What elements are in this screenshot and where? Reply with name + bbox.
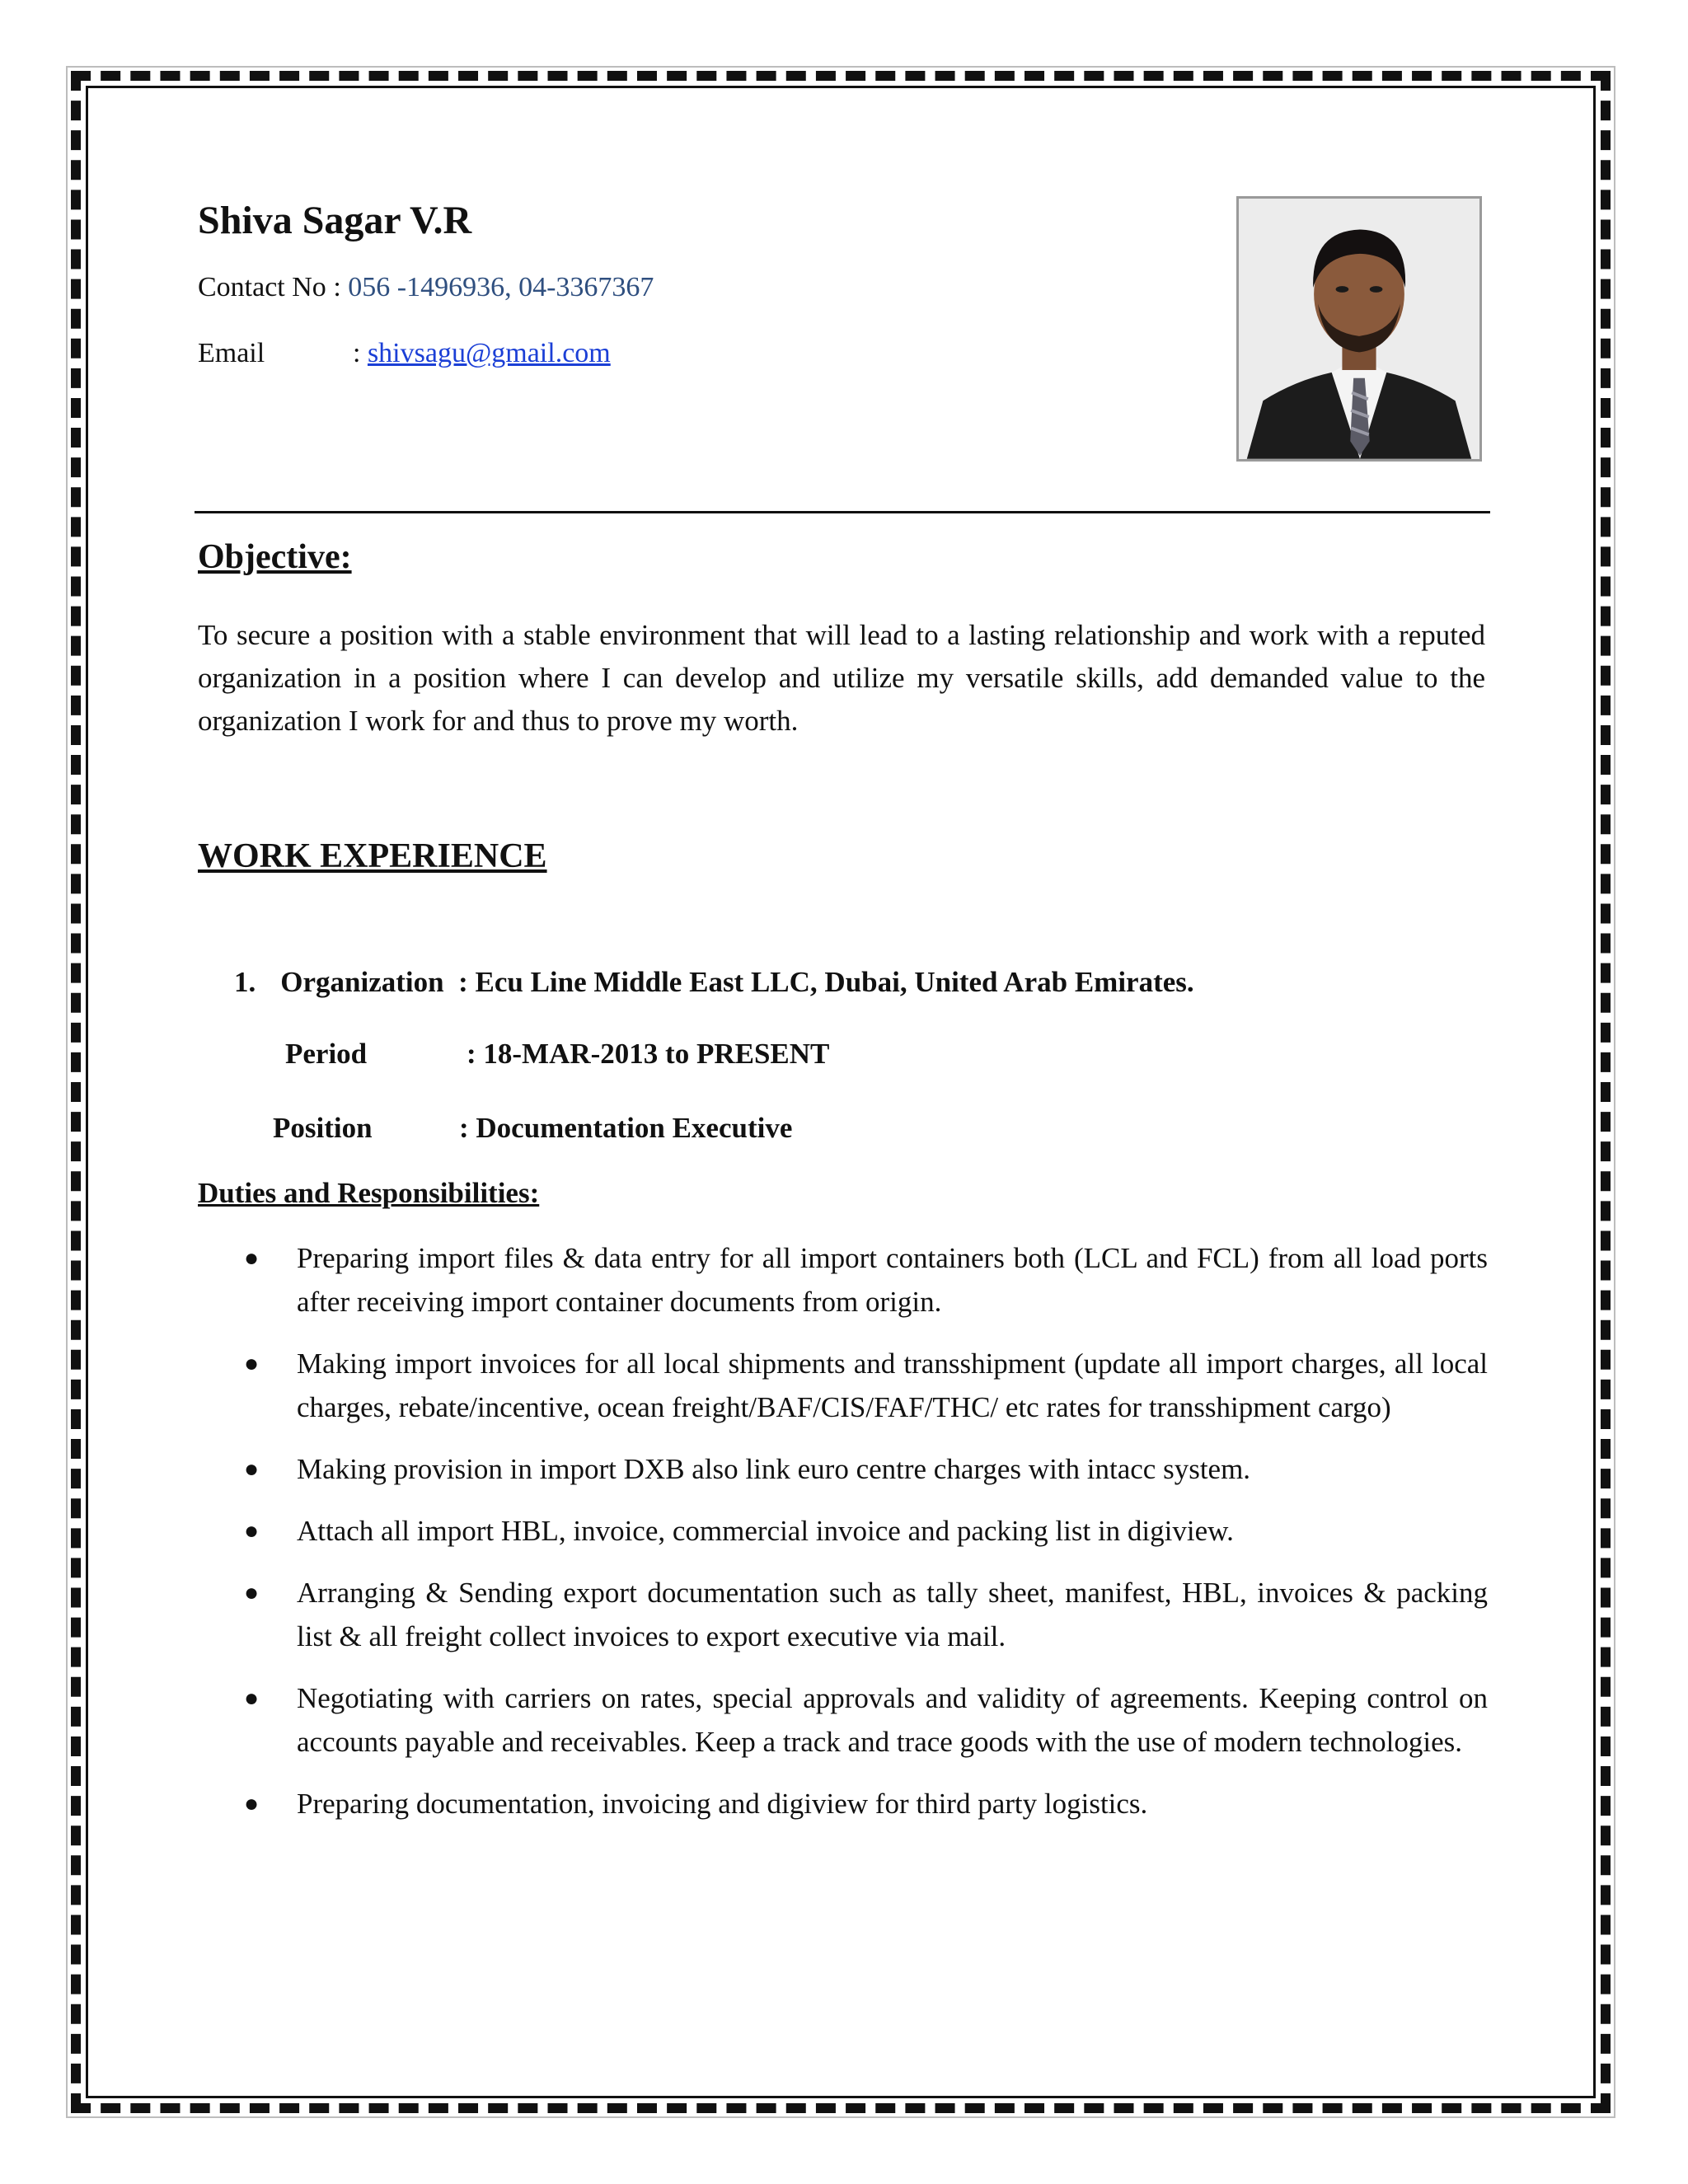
candidate-name: Shiva Sagar V.R [198, 199, 472, 242]
list-item: ● Making provision in import DXB also link euro centre charges with intacc system. [198, 1447, 1488, 1491]
email-label: Email [198, 338, 265, 368]
organization-line: 1. Organization : Ecu Line Middle East LLC, Dubai, United Arab Emirates. [234, 966, 1194, 998]
position-value: Documentation Executive [476, 1112, 793, 1144]
list-item: ● Preparing import files & data entry for all import containers both (LCL and FCL) from all load ports after receiving import container documents from origin. [198, 1236, 1488, 1324]
bullet-icon: ● [244, 1455, 260, 1483]
period-value: 18-MAR-2013 to PRESENT [483, 1038, 830, 1070]
bullet-icon: ● [244, 1579, 260, 1606]
email-link[interactable]: shivsagu@gmail.com [367, 338, 611, 368]
bullet-icon: ● [244, 1350, 260, 1377]
profile-photo [1236, 196, 1482, 462]
contact-separator: : [326, 272, 349, 302]
position-label: Position [273, 1112, 373, 1144]
bullet-icon: ● [244, 1790, 260, 1817]
list-item: ● Making import invoices for all local shipments and transshipment (update all import charges, all local charges, rebate/incentive, ocean freight/BAF/CIS/FAF/THC/ etc rates for transshipment cargo) [198, 1342, 1488, 1429]
organization-label: Organization [280, 966, 444, 998]
list-item: ● Attach all import HBL, invoice, commercial invoice and packing list in digiview. [198, 1509, 1488, 1553]
bullet-icon: ● [244, 1685, 260, 1712]
email-row [198, 338, 611, 369]
organization-value: Ecu Line Middle East LLC, Dubai, United Arab Emirates. [475, 966, 1194, 998]
work-experience-heading: WORK EXPERIENCE [198, 837, 547, 875]
contact-row [198, 272, 654, 303]
contact-label: Contact No [198, 272, 326, 302]
list-item: ● Preparing documentation, invoicing and digiview for third party logistics. [198, 1782, 1488, 1825]
list-item: ● Negotiating with carriers on rates, special approvals and validity of agreements. Keeping control on accounts payable and receivables. Keep a track and trace goods with the use of modern technologies. [198, 1676, 1488, 1764]
email-separator: : [353, 338, 368, 368]
duties-heading: Duties and Responsibilities: [198, 1177, 540, 1209]
objective-text: To secure a position with a stable environment that will lead to a lasting relationship and work with a reputed organization in a position where I can develop and utilize my versatile skills, add demanded value to the organization I work for and thus to prove my worth. [198, 619, 1485, 737]
bullet-icon: ● [244, 1244, 260, 1272]
position-line: Position : Documentation Executive [273, 1112, 793, 1144]
profile-photo-image [1239, 199, 1479, 459]
objective-heading: Objective: [198, 538, 352, 576]
bullet-icon: ● [244, 1517, 260, 1544]
period-line: Period : 18-MAR-2013 to PRESENT [285, 1038, 830, 1070]
duties-list [198, 1236, 1488, 1844]
entry-number: 1. [234, 966, 256, 998]
header-divider [195, 511, 1490, 513]
contact-numbers: 056 -1496936, 04-3367367 [348, 272, 654, 302]
period-label: Period [285, 1038, 368, 1070]
list-item: ● Arranging & Sending export documentation such as tally sheet, manifest, HBL, invoices & packing list & all freight collect invoices to export executive via mail. [198, 1571, 1488, 1658]
